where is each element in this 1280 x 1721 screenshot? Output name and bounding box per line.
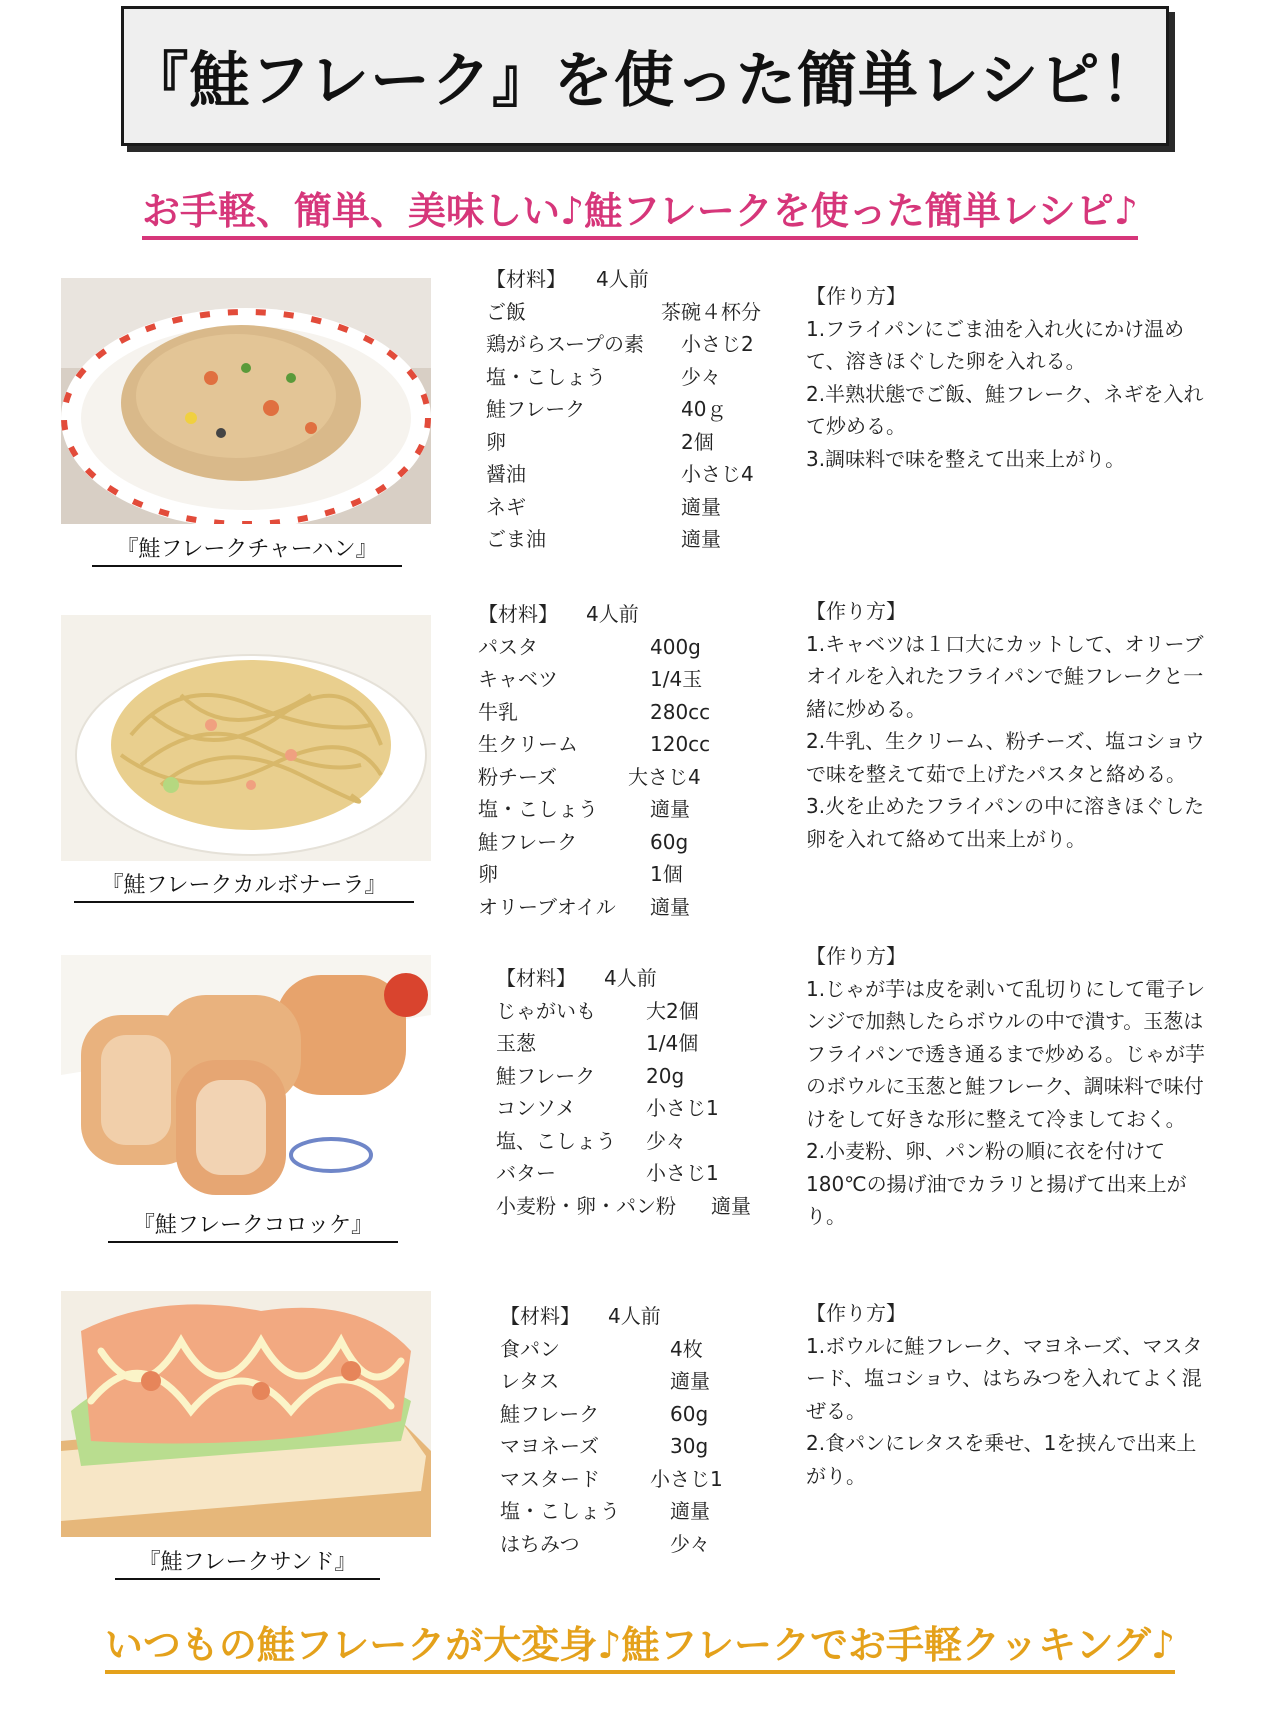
recipe-name-sandwich: 『鮭フレークサンド』 (115, 1545, 380, 1580)
ingredients-sandwich: 【材料】 4人前 食パン 4枚 レタス 適量 鮭フレーク 60g マヨネーズ 30g マスタード 小さじ1 塩・こしょう 適量 はちみつ 少々 (500, 1300, 800, 1560)
ingredient-row: ごま油 適量 (486, 527, 721, 551)
method-step: 1.じゃが芋は皮を剥いて乱切りにして電子レンジで加熱したらボウルの中で潰す。玉葱はフライパンで透き通るまで炒める。じゃが芋のボウルに玉葱と鮭フレーク、調味料で味付けをして好きな形に整えて冷ましておく。 (806, 976, 1206, 1131)
method-step: 1.フライパンにごま油を入れ火にかけ温めて、溶きほぐした卵を入れる。 (806, 316, 1185, 373)
ingredients-croquette: 【材料】 4人前 じゃがいも 大2個 玉葱 1/4個 鮭フレーク 20g コンソメ 小さじ1 塩、こしょう 少々 バター 小さじ1 小麦粉・卵・パン粉 適量 (496, 962, 796, 1222)
ingredient-row: 粉チーズ 大さじ4 (478, 764, 701, 789)
method-step: 2.小麦粉、卵、パン粉の順に衣を付けて180℃の揚げ油でカラリと揚げて出来上がり。 (806, 1139, 1187, 1228)
ingredient-row: 鶏がらスープの素 小さじ2 (486, 332, 754, 356)
ingredient-row: 鮭フレーク 20g (496, 1063, 685, 1088)
recipe-name-fried-rice: 『鮭フレークチャーハン』 (92, 532, 402, 567)
ingredient-row: パスタ 400g (478, 634, 701, 659)
method-label: 【作り方】 (806, 599, 906, 623)
ingredients-carbonara: 【材料】 4人前 パスタ 400g キャベツ 1/4玉 牛乳 280cc 生クリーム 120cc 粉チーズ 大さじ4 塩・こしょう 適量 鮭フレーク 60g 卵 1個 オリーブオイル 適量 (478, 598, 778, 923)
ingredients-fried-rice (486, 263, 786, 556)
method-step: 2.牛乳、生クリーム、粉チーズ、塩コショウで味を整えて茹で上げたパスタと絡める。 (806, 729, 1205, 786)
method-step: 3.調味料で味を整えて出来上がり。 (806, 446, 1126, 471)
ingredient-row: バター 小さじ1 (496, 1161, 719, 1185)
ingredient-row: 塩・こしょう 少々 (486, 364, 721, 389)
ingredient-row: マスタード 小さじ1 (500, 1466, 723, 1491)
method-label: 【作り方】 (806, 1301, 906, 1325)
method-fried-rice (806, 280, 1206, 475)
ingredient-row: 塩・こしょう 適量 (500, 1499, 710, 1523)
ingredient-row: レタス 適量 (500, 1369, 710, 1393)
footer-text: いつもの鮭フレークが大変身♪鮭フレークでお手軽クッキング♪ (105, 1623, 1175, 1674)
ingredient-row: コンソメ 小さじ1 (496, 1096, 719, 1120)
method-step: 2.食パンにレタスを乗せ、1を挟んで出来上がり。 (806, 1431, 1197, 1488)
page-title: 『鮭フレーク』を使った簡単レシピ！ (128, 46, 1162, 116)
ingredient-row: 塩・こしょう 適量 (478, 797, 690, 821)
method-step: 3.火を止めたフライパンの中に溶きほぐした卵を入れて絡めて出来上がり。 (806, 794, 1205, 851)
method-croquette (806, 940, 1206, 1233)
subtitle-text: お手軽、簡単、美味しい♪鮭フレークを使った簡単レシピ♪ (142, 189, 1138, 240)
ingredient-row: 生クリーム 120cc (478, 732, 711, 756)
ingredient-row: 鮭フレーク 60g (500, 1401, 709, 1426)
ingredient-row: ご飯 茶碗４杯分 (486, 299, 761, 324)
ingredient-row: マヨネーズ 30g (500, 1434, 709, 1458)
subtitle (0, 180, 1280, 235)
method-carbonara (806, 595, 1206, 855)
ingredient-row: 玉葱 1/4個 (496, 1031, 699, 1055)
recipe-name-croquette: 『鮭フレークコロッケ』 (108, 1208, 398, 1243)
ingredient-row: キャベツ 1/4玉 (478, 667, 703, 691)
ingredient-row: じゃがいも 大2個 (496, 998, 699, 1023)
ingredient-row: 小麦粉・卵・パン粉 適量 (496, 1193, 751, 1218)
ingredient-row: 食パン 4枚 (500, 1336, 703, 1361)
ingredient-row: 牛乳 280cc (478, 699, 711, 724)
method-step: 2.半熟状態でご飯、鮭フレーク、ネギを入れて炒める。 (806, 381, 1204, 438)
croquette-photo (61, 955, 431, 1201)
method-label: 【作り方】 (806, 944, 906, 968)
ingredients-label: 【材料】 (486, 267, 566, 291)
servings: 4人前 (596, 267, 649, 291)
recipe-name-carbonara: 『鮭フレークカルボナーラ』 (74, 868, 414, 903)
ingredient-row: 鮭フレーク 60g (478, 829, 689, 854)
ingredient-row: 卵 1個 (478, 862, 683, 886)
carbonara-photo (61, 615, 431, 861)
ingredient-row: 鮭フレーク 40ｇ (486, 397, 727, 421)
method-sandwich (806, 1297, 1206, 1492)
ingredient-row: 醤油 小さじ4 (486, 462, 754, 486)
ingredient-row: 塩、こしょう 少々 (496, 1128, 686, 1153)
fried-rice-photo (61, 278, 431, 524)
sandwich-photo (61, 1291, 431, 1537)
method-step: 1.ボウルに鮭フレーク、マヨネーズ、マスタード、塩コショウ、はちみつを入れてよく混ぜる。 (806, 1333, 1203, 1423)
method-label: 【作り方】 (806, 284, 906, 308)
ingredient-row: はちみつ 少々 (500, 1531, 710, 1556)
ingredient-row: オリーブオイル 適量 (478, 894, 690, 919)
ingredient-row: 卵 2個 (486, 429, 714, 454)
method-step: 1.キャベツは１口大にカットして、オリーブオイルを入れたフライパンで鮭フレークと一緒に炒める。 (806, 631, 1204, 721)
ingredient-row: ネギ 適量 (486, 494, 721, 519)
title-box (121, 6, 1169, 146)
footer-banner (0, 1614, 1280, 1669)
